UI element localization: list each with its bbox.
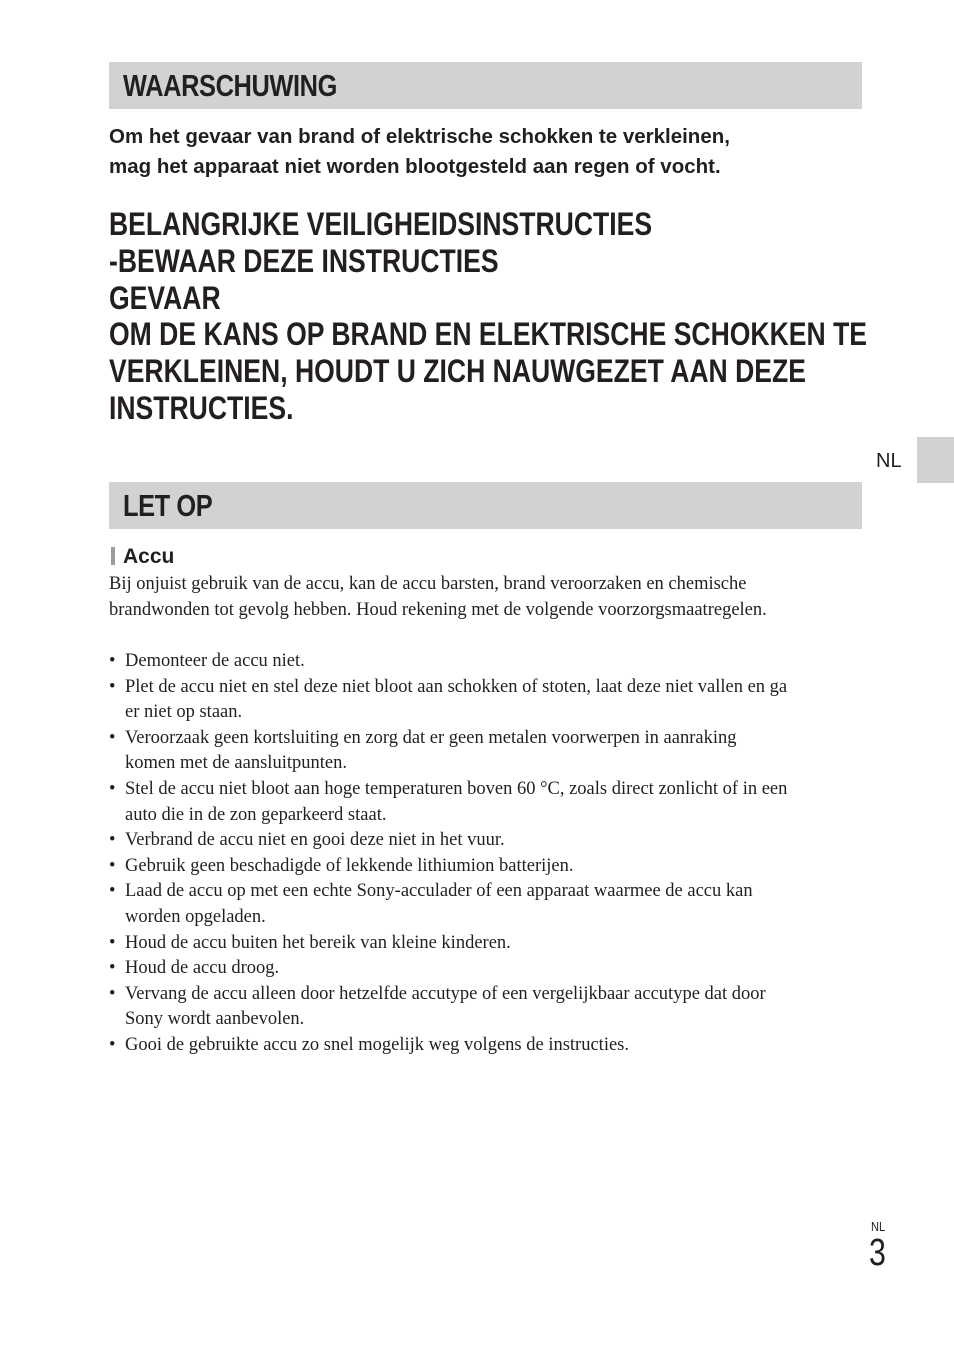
warning-line: Om het gevaar van brand of elektrische schokken te verkleinen, (109, 125, 730, 148)
precaution-list-item (109, 828, 869, 854)
precaution-list-item (109, 726, 869, 777)
precaution-text: Gebruik geen beschadigde of lekkende lithiumion batterijen. (125, 855, 574, 876)
precaution-text: Houd de accu droog. (125, 958, 280, 979)
bullet-icon: • (109, 651, 116, 671)
precaution-list-item (109, 879, 869, 930)
precaution-list-item (109, 956, 869, 982)
section-header-waarschuwing (109, 62, 862, 109)
safety-line: INSTRUCTIES. (109, 389, 294, 426)
precaution-list-item (109, 854, 869, 880)
safety-line: OM DE KANS OP BRAND EN ELEKTRISCHE SCHOKKEN TE (109, 316, 868, 353)
precaution-list (109, 649, 869, 1059)
bullet-icon: • (109, 676, 116, 697)
page-number: 3 (869, 1232, 886, 1274)
subheading-marker-icon (111, 547, 115, 565)
precaution-list-item (109, 649, 869, 675)
safety-line: -BEWAAR DEZE INSTRUCTIES (109, 242, 499, 279)
intro-line: brandwonden tot gevolg hebben. Houd rekening met de volgende voorzorgsmaatregelen. (109, 599, 767, 620)
precaution-text: Houd de accu buiten het bereik van kleine kinderen. (125, 932, 511, 953)
precaution-text: Vervang de accu alleen door hetzelfde accutype of een vergelijkbaar accutype dat door (125, 983, 766, 1004)
precaution-text: worden opgeladen. (125, 906, 266, 927)
bullet-icon: • (109, 983, 116, 1004)
precaution-text: Sony wordt aanbevolen. (125, 1009, 305, 1030)
intro-line: Bij onjuist gebruik van de accu, kan de accu barsten, brand veroorzaken en chemische (109, 574, 747, 594)
warning-paragraph (109, 122, 869, 182)
precaution-text: auto die in de zon geparkeerd staat. (125, 804, 387, 825)
accu-intro-paragraph (109, 572, 869, 623)
precaution-list-item (109, 777, 869, 828)
safety-line: BELANGRIJKE VEILIGHEIDSINSTRUCTIES (109, 206, 653, 242)
precaution-text: er niet op staan. (125, 702, 243, 723)
bullet-icon: • (109, 778, 116, 799)
precaution-text: Laad de accu op met een echte Sony-acculader of een apparaat waarmee de accu kan (125, 881, 753, 902)
bullet-icon: • (109, 1034, 116, 1055)
subheading-text: Accu (123, 545, 175, 568)
precaution-text: komen met de aansluitpunten. (125, 753, 347, 774)
safety-line: VERKLEINEN, HOUDT U ZICH NAUWGEZET AAN DEZE (109, 353, 806, 390)
precaution-text: Gooi de gebruikte accu zo snel mogelijk weg volgens de instructies. (125, 1034, 629, 1055)
precaution-text: Plet de accu niet en stel deze niet bloot aan schokken of stoten, laat deze niet vallen en ga (125, 676, 788, 697)
bullet-icon: • (109, 932, 116, 953)
section-title-let-op: LET OP (123, 488, 213, 523)
precaution-text: Demonteer de accu niet. (125, 651, 305, 671)
bullet-icon: • (109, 881, 116, 902)
language-tab-label: NL (876, 450, 902, 472)
precaution-text: Verbrand de accu niet en gooi deze niet in het vuur. (125, 830, 505, 851)
language-side-tab (917, 437, 954, 483)
page-language-code: NL (871, 1219, 886, 1234)
bullet-icon: • (109, 958, 116, 979)
safety-instructions-block (109, 206, 869, 427)
precaution-text: Veroorzaak geen kortsluiting en zorg dat er geen metalen voorwerpen in aanraking (125, 727, 737, 748)
section-header-let-op (109, 482, 862, 529)
bullet-icon: • (109, 727, 116, 748)
precaution-text: Stel de accu niet bloot aan hoge temperaturen boven 60 °C, zoals direct zonlicht of in een (125, 778, 788, 799)
precaution-list-item (109, 982, 869, 1033)
safety-line: GEVAAR (109, 279, 221, 316)
warning-line: mag het apparaat niet worden blootgesteld aan regen of vocht. (109, 155, 721, 178)
precaution-list-item (109, 931, 869, 957)
precaution-list-item (109, 675, 869, 726)
bullet-icon: • (109, 855, 116, 876)
precaution-list-item (109, 1033, 869, 1059)
section-title-waarschuwing: WAARSCHUWING (123, 68, 337, 103)
bullet-icon: • (109, 830, 116, 851)
